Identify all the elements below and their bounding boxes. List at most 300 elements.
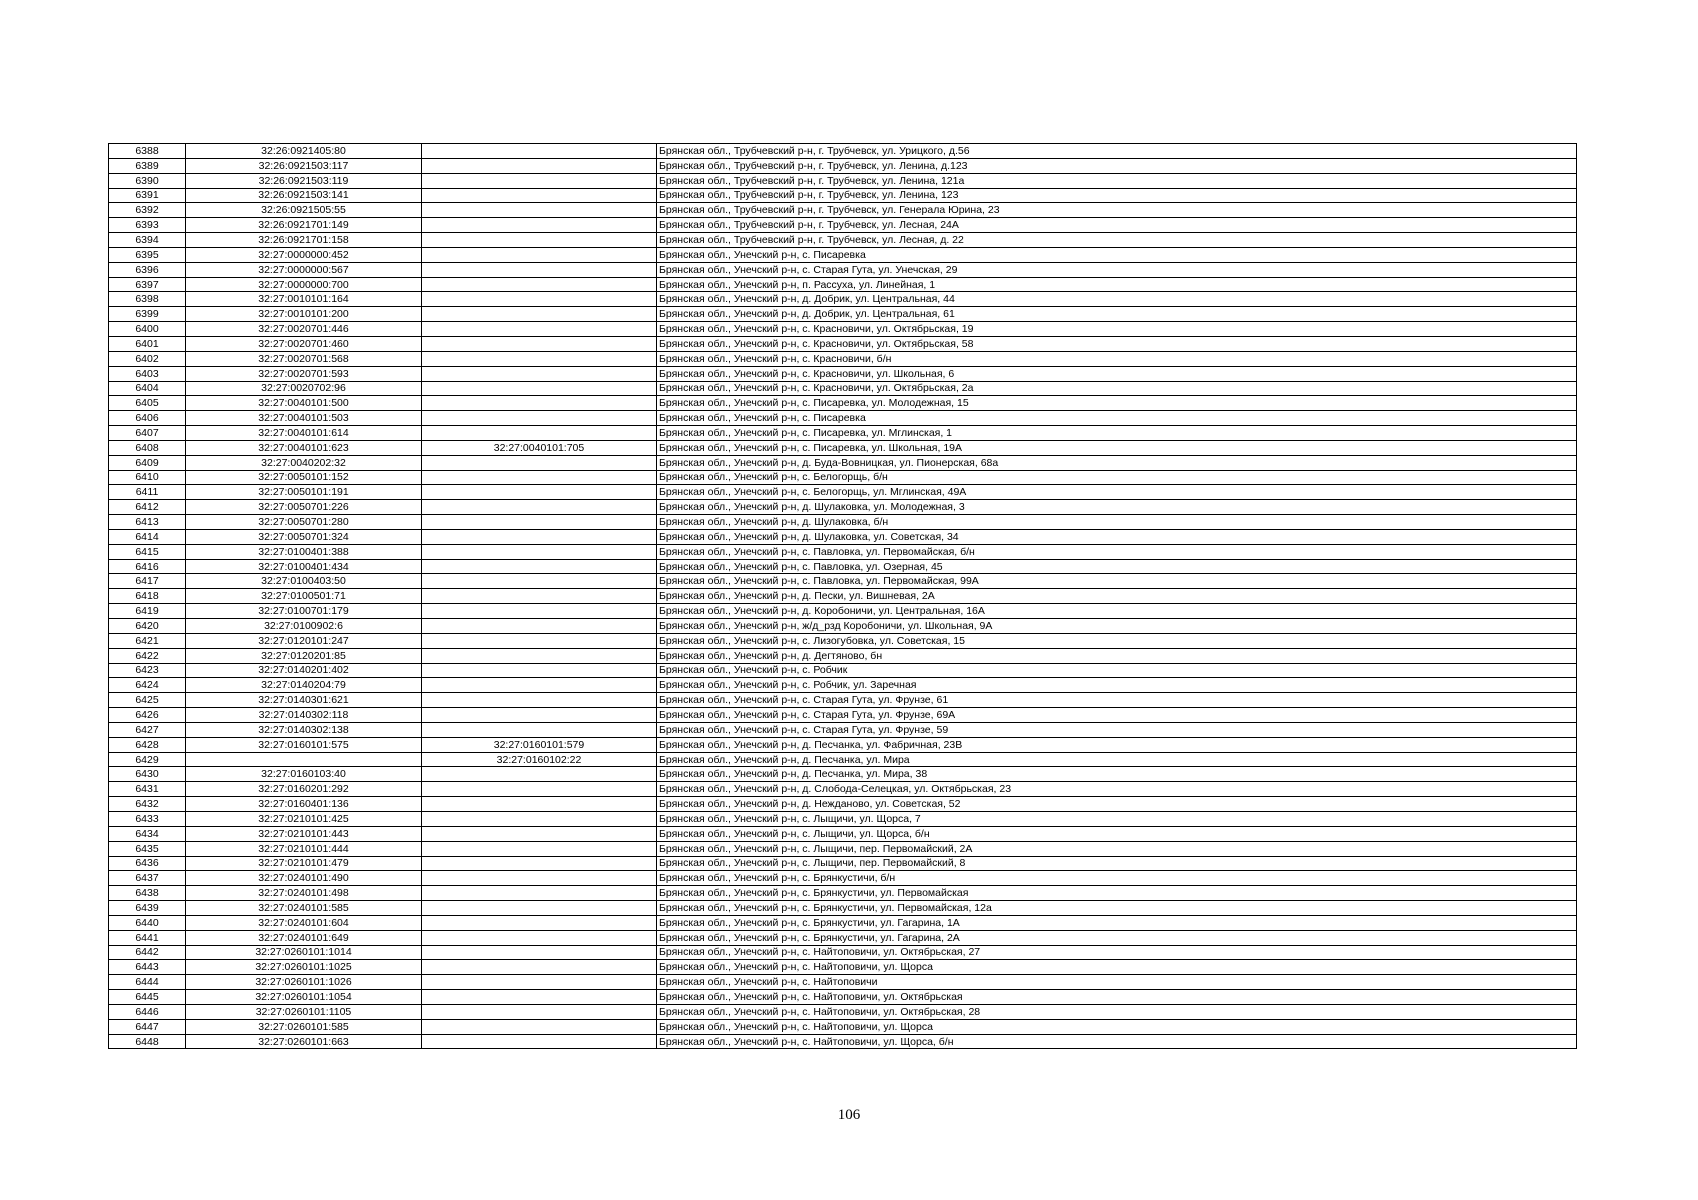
row-number-cell: 6400 <box>109 322 186 337</box>
table-row <box>109 203 1577 218</box>
related-cadastral-number-cell <box>422 396 657 411</box>
row-number-cell: 6420 <box>109 619 186 634</box>
address-cell: Брянская обл., Унечский р-н, д. Слобода-Селецкая, ул. Октябрьская, 23 <box>657 782 1577 797</box>
related-cadastral-number-cell <box>422 708 657 723</box>
address-cell: Брянская обл., Унечский р-н, с. Писаревка <box>657 411 1577 426</box>
row-number-cell: 6414 <box>109 529 186 544</box>
row-number-cell: 6392 <box>109 203 186 218</box>
row-number-cell: 6388 <box>109 144 186 159</box>
table-row <box>109 708 1577 723</box>
cadastral-number-cell: 32:27:0020701:446 <box>186 322 422 337</box>
address-cell: Брянская обл., Унечский р-н, с. Красновичи, ул. Октябрьская, 19 <box>657 322 1577 337</box>
cadastral-number-cell: 32:27:0210101:479 <box>186 856 422 871</box>
table-row <box>109 782 1577 797</box>
table-row <box>109 811 1577 826</box>
address-cell: Брянская обл., Унечский р-н, с. Найтоповичи <box>657 975 1577 990</box>
cadastral-number-cell: 32:27:0260101:1054 <box>186 990 422 1005</box>
related-cadastral-number-cell <box>422 811 657 826</box>
cadastral-number-cell: 32:27:0140204:79 <box>186 678 422 693</box>
table-row <box>109 752 1577 767</box>
cadastral-number-cell: 32:27:0260101:1025 <box>186 960 422 975</box>
table-row <box>109 381 1577 396</box>
address-cell: Брянская обл., Унечский р-н, с. Лыщичи, пер. Первомайский, 8 <box>657 856 1577 871</box>
related-cadastral-number-cell <box>422 144 657 159</box>
row-number-cell: 6399 <box>109 307 186 322</box>
address-cell: Брянская обл., Унечский р-н, с. Писаревка, ул. Школьная, 19А <box>657 440 1577 455</box>
row-number-cell: 6409 <box>109 455 186 470</box>
cadastral-number-cell: 32:27:0010101:164 <box>186 292 422 307</box>
related-cadastral-number-cell: 32:27:0040101:705 <box>422 440 657 455</box>
address-cell: Брянская обл., Унечский р-н, п. Рассуха, ул. Линейная, 1 <box>657 277 1577 292</box>
table-row <box>109 500 1577 515</box>
table-row <box>109 722 1577 737</box>
cadastral-number-cell: 32:27:0260101:585 <box>186 1019 422 1034</box>
table-row <box>109 574 1577 589</box>
related-cadastral-number-cell <box>422 930 657 945</box>
cadastral-number-cell: 32:27:0020701:460 <box>186 336 422 351</box>
table-row <box>109 455 1577 470</box>
address-cell: Брянская обл., Унечский р-н, с. Брянкустичи, ул. Гагарина, 1А <box>657 915 1577 930</box>
cadastral-number-cell: 32:27:0010101:200 <box>186 307 422 322</box>
related-cadastral-number-cell <box>422 262 657 277</box>
address-cell: Брянская обл., Унечский р-н, с. Старая Гута, ул. Фрунзе, 61 <box>657 693 1577 708</box>
cadastral-number-cell: 32:27:0260101:1026 <box>186 975 422 990</box>
row-number-cell: 6408 <box>109 440 186 455</box>
row-number-cell: 6439 <box>109 901 186 916</box>
cadastral-number-cell: 32:26:0921503:119 <box>186 173 422 188</box>
related-cadastral-number-cell <box>422 826 657 841</box>
table-row <box>109 693 1577 708</box>
table-row <box>109 144 1577 159</box>
related-cadastral-number-cell <box>422 173 657 188</box>
address-cell: Брянская обл., Унечский р-н, с. Лыщичи, пер. Первомайский, 2А <box>657 841 1577 856</box>
address-cell: Брянская обл., Унечский р-н, с. Павловка, ул. Озерная, 45 <box>657 559 1577 574</box>
row-number-cell: 6422 <box>109 648 186 663</box>
related-cadastral-number-cell <box>422 247 657 262</box>
cadastral-number-cell: 32:27:0210101:425 <box>186 811 422 826</box>
address-cell: Брянская обл., Унечский р-н, с. Старая Гута, ул. Фрунзе, 59 <box>657 722 1577 737</box>
related-cadastral-number-cell <box>422 233 657 248</box>
row-number-cell: 6411 <box>109 485 186 500</box>
related-cadastral-number-cell <box>422 500 657 515</box>
row-number-cell: 6419 <box>109 604 186 619</box>
row-number-cell: 6444 <box>109 975 186 990</box>
address-cell: Брянская обл., Трубчевский р-н, г. Трубчевск, ул. Урицкого, д.56 <box>657 144 1577 159</box>
table-row <box>109 440 1577 455</box>
related-cadastral-number-cell <box>422 767 657 782</box>
row-number-cell: 6393 <box>109 218 186 233</box>
cadastral-number-cell: 32:27:0020701:568 <box>186 351 422 366</box>
address-cell: Брянская обл., Унечский р-н, д. Шулаковка, ул. Советская, 34 <box>657 529 1577 544</box>
cadastral-number-cell: 32:26:0921701:158 <box>186 233 422 248</box>
row-number-cell: 6434 <box>109 826 186 841</box>
related-cadastral-number-cell <box>422 188 657 203</box>
related-cadastral-number-cell <box>422 648 657 663</box>
cadastral-number-cell: 32:27:0040202:32 <box>186 455 422 470</box>
table-row <box>109 604 1577 619</box>
address-cell: Брянская обл., Унечский р-н, ж/д_рзд Коробоничи, ул. Школьная, 9А <box>657 619 1577 634</box>
row-number-cell: 6395 <box>109 247 186 262</box>
row-number-cell: 6401 <box>109 336 186 351</box>
cadastral-number-cell: 32:26:0921503:141 <box>186 188 422 203</box>
address-cell: Брянская обл., Унечский р-н, д. Добрик, ул. Центральная, 61 <box>657 307 1577 322</box>
row-number-cell: 6433 <box>109 811 186 826</box>
address-cell: Брянская обл., Трубчевский р-н, г. Трубчевск, ул. Лесная, 24А <box>657 218 1577 233</box>
row-number-cell: 6417 <box>109 574 186 589</box>
row-number-cell: 6430 <box>109 767 186 782</box>
row-number-cell: 6402 <box>109 351 186 366</box>
table-row <box>109 990 1577 1005</box>
row-number-cell: 6438 <box>109 886 186 901</box>
related-cadastral-number-cell <box>422 960 657 975</box>
related-cadastral-number-cell <box>422 915 657 930</box>
cadastral-number-cell: 32:27:0240101:604 <box>186 915 422 930</box>
related-cadastral-number-cell <box>422 619 657 634</box>
address-cell: Брянская обл., Унечский р-н, с. Найтоповичи, ул. Щорса <box>657 960 1577 975</box>
row-number-cell: 6435 <box>109 841 186 856</box>
related-cadastral-number-cell <box>422 797 657 812</box>
cadastral-number-cell: 32:27:0210101:443 <box>186 826 422 841</box>
cadastral-number-cell: 32:27:0160201:292 <box>186 782 422 797</box>
cadastral-number-cell: 32:27:0050701:280 <box>186 515 422 530</box>
cadastral-number-cell: 32:27:0240101:498 <box>186 886 422 901</box>
row-number-cell: 6418 <box>109 589 186 604</box>
related-cadastral-number-cell <box>422 901 657 916</box>
row-number-cell: 6396 <box>109 262 186 277</box>
table-row <box>109 470 1577 485</box>
table-row <box>109 366 1577 381</box>
table-row <box>109 322 1577 337</box>
address-cell: Брянская обл., Унечский р-н, д. Пески, ул. Вишневая, 2А <box>657 589 1577 604</box>
related-cadastral-number-cell <box>422 1004 657 1019</box>
row-number-cell: 6406 <box>109 411 186 426</box>
address-cell: Брянская обл., Унечский р-н, д. Шулаковка, б/н <box>657 515 1577 530</box>
table-row <box>109 648 1577 663</box>
row-number-cell: 6446 <box>109 1004 186 1019</box>
related-cadastral-number-cell <box>422 203 657 218</box>
related-cadastral-number-cell <box>422 351 657 366</box>
row-number-cell: 6413 <box>109 515 186 530</box>
related-cadastral-number-cell <box>422 218 657 233</box>
related-cadastral-number-cell <box>422 544 657 559</box>
table-row <box>109 945 1577 960</box>
table-row <box>109 158 1577 173</box>
table-row <box>109 589 1577 604</box>
address-cell: Брянская обл., Унечский р-н, с. Старая Гута, ул. Фрунзе, 69А <box>657 708 1577 723</box>
cadastral-number-cell: 32:26:0921505:55 <box>186 203 422 218</box>
cadastral-number-cell: 32:27:0160401:136 <box>186 797 422 812</box>
address-cell: Брянская обл., Трубчевский р-н, г. Трубчевск, ул. Ленина, д.123 <box>657 158 1577 173</box>
address-cell: Брянская обл., Трубчевский р-н, г. Трубчевск, ул. Лесная, д. 22 <box>657 233 1577 248</box>
table-row <box>109 826 1577 841</box>
cadastral-number-cell: 32:27:0050101:191 <box>186 485 422 500</box>
row-number-cell: 6448 <box>109 1034 186 1049</box>
address-cell: Брянская обл., Унечский р-н, д. Песчанка, ул. Мира <box>657 752 1577 767</box>
cadastral-number-cell <box>186 752 422 767</box>
row-number-cell: 6431 <box>109 782 186 797</box>
row-number-cell: 6415 <box>109 544 186 559</box>
row-number-cell: 6416 <box>109 559 186 574</box>
related-cadastral-number-cell <box>422 589 657 604</box>
cadastral-number-cell: 32:27:0160103:40 <box>186 767 422 782</box>
table-row <box>109 218 1577 233</box>
row-number-cell: 6441 <box>109 930 186 945</box>
cadastral-number-cell: 32:26:0921503:117 <box>186 158 422 173</box>
cadastral-number-cell: 32:26:0921405:80 <box>186 144 422 159</box>
address-cell: Брянская обл., Унечский р-н, с. Павловка, ул. Первомайская, б/н <box>657 544 1577 559</box>
address-cell: Брянская обл., Унечский р-н, с. Найтоповичи, ул. Щорса <box>657 1019 1577 1034</box>
cadastral-number-cell: 32:27:0120201:85 <box>186 648 422 663</box>
address-cell: Брянская обл., Унечский р-н, с. Красновичи, ул. Школьная, 6 <box>657 366 1577 381</box>
table-row <box>109 856 1577 871</box>
address-cell: Брянская обл., Унечский р-н, с. Белогорщь, ул. Мглинская, 49А <box>657 485 1577 500</box>
address-cell: Брянская обл., Унечский р-н, д. Дегтяново, бн <box>657 648 1577 663</box>
cadastral-number-cell: 32:27:0240101:490 <box>186 871 422 886</box>
table-row <box>109 619 1577 634</box>
cadastral-number-cell: 32:27:0260101:1014 <box>186 945 422 960</box>
row-number-cell: 6423 <box>109 663 186 678</box>
table-body <box>109 144 1577 1049</box>
row-number-cell: 6443 <box>109 960 186 975</box>
related-cadastral-number-cell <box>422 411 657 426</box>
cadastral-number-cell: 32:27:0260101:1105 <box>186 1004 422 1019</box>
table-row <box>109 515 1577 530</box>
row-number-cell: 6407 <box>109 426 186 441</box>
related-cadastral-number-cell <box>422 782 657 797</box>
related-cadastral-number-cell <box>422 886 657 901</box>
cadastral-table <box>108 143 1577 1049</box>
related-cadastral-number-cell <box>422 990 657 1005</box>
row-number-cell: 6432 <box>109 797 186 812</box>
row-number-cell: 6390 <box>109 173 186 188</box>
table-row <box>109 173 1577 188</box>
cadastral-number-cell: 32:27:0100701:179 <box>186 604 422 619</box>
table-row <box>109 663 1577 678</box>
address-cell: Брянская обл., Унечский р-н, с. Павловка, ул. Первомайская, 99А <box>657 574 1577 589</box>
related-cadastral-number-cell <box>422 663 657 678</box>
cadastral-number-cell: 32:27:0050101:152 <box>186 470 422 485</box>
table-row <box>109 426 1577 441</box>
table-row <box>109 1019 1577 1034</box>
address-cell: Брянская обл., Унечский р-н, с. Белогорщь, б/н <box>657 470 1577 485</box>
table-row <box>109 1004 1577 1019</box>
row-number-cell: 6442 <box>109 945 186 960</box>
row-number-cell: 6447 <box>109 1019 186 1034</box>
row-number-cell: 6424 <box>109 678 186 693</box>
row-number-cell: 6421 <box>109 633 186 648</box>
address-cell: Брянская обл., Унечский р-н, с. Писаревка <box>657 247 1577 262</box>
cadastral-number-cell: 32:27:0100401:388 <box>186 544 422 559</box>
cadastral-number-cell: 32:27:0240101:649 <box>186 930 422 945</box>
address-cell: Брянская обл., Трубчевский р-н, г. Трубчевск, ул. Ленина, 123 <box>657 188 1577 203</box>
cadastral-number-cell: 32:27:0100403:50 <box>186 574 422 589</box>
table-row <box>109 292 1577 307</box>
related-cadastral-number-cell: 32:27:0160102:22 <box>422 752 657 767</box>
cadastral-number-cell: 32:27:0000000:452 <box>186 247 422 262</box>
address-cell: Брянская обл., Унечский р-н, с. Брянкустичи, б/н <box>657 871 1577 886</box>
table-row <box>109 737 1577 752</box>
related-cadastral-number-cell <box>422 529 657 544</box>
table-row <box>109 396 1577 411</box>
address-cell: Брянская обл., Унечский р-н, с. Найтоповичи, ул. Октябрьская, 27 <box>657 945 1577 960</box>
page-number: 106 <box>837 1107 861 1123</box>
row-number-cell: 6405 <box>109 396 186 411</box>
cadastral-number-cell: 32:27:0120101:247 <box>186 633 422 648</box>
related-cadastral-number-cell <box>422 559 657 574</box>
cadastral-number-cell: 32:27:0140201:402 <box>186 663 422 678</box>
related-cadastral-number-cell <box>422 455 657 470</box>
row-number-cell: 6426 <box>109 708 186 723</box>
table-row <box>109 975 1577 990</box>
cadastral-number-cell: 32:27:0040101:503 <box>186 411 422 426</box>
row-number-cell: 6440 <box>109 915 186 930</box>
row-number-cell: 6391 <box>109 188 186 203</box>
table-row <box>109 767 1577 782</box>
cadastral-number-cell: 32:27:0050701:324 <box>186 529 422 544</box>
address-cell: Брянская обл., Унечский р-н, д. Коробоничи, ул. Центральная, 16А <box>657 604 1577 619</box>
row-number-cell: 6403 <box>109 366 186 381</box>
address-cell: Брянская обл., Унечский р-н, с. Старая Гута, ул. Унечская, 29 <box>657 262 1577 277</box>
table-row <box>109 871 1577 886</box>
table-row <box>109 886 1577 901</box>
row-number-cell: 6410 <box>109 470 186 485</box>
address-cell: Брянская обл., Унечский р-н, с. Робчик <box>657 663 1577 678</box>
table-row <box>109 901 1577 916</box>
table-row <box>109 336 1577 351</box>
cadastral-number-cell: 32:27:0140302:118 <box>186 708 422 723</box>
related-cadastral-number-cell <box>422 292 657 307</box>
address-cell: Брянская обл., Унечский р-н, с. Найтоповичи, ул. Октябрьская <box>657 990 1577 1005</box>
cadastral-number-cell: 32:27:0040101:500 <box>186 396 422 411</box>
related-cadastral-number-cell <box>422 485 657 500</box>
related-cadastral-number-cell <box>422 841 657 856</box>
cadastral-number-cell: 32:27:0000000:567 <box>186 262 422 277</box>
table-row <box>109 960 1577 975</box>
related-cadastral-number-cell <box>422 277 657 292</box>
row-number-cell: 6436 <box>109 856 186 871</box>
cadastral-number-cell: 32:27:0000000:700 <box>186 277 422 292</box>
cadastral-number-cell: 32:27:0100902:6 <box>186 619 422 634</box>
related-cadastral-number-cell <box>422 574 657 589</box>
related-cadastral-number-cell <box>422 158 657 173</box>
table-row <box>109 797 1577 812</box>
cadastral-number-cell: 32:27:0210101:444 <box>186 841 422 856</box>
related-cadastral-number-cell <box>422 633 657 648</box>
table-row <box>109 262 1577 277</box>
address-cell: Брянская обл., Унечский р-н, с. Брянкустичи, ул. Гагарина, 2А <box>657 930 1577 945</box>
address-cell: Брянская обл., Унечский р-н, с. Писаревка, ул. Молодежная, 15 <box>657 396 1577 411</box>
table-row <box>109 678 1577 693</box>
related-cadastral-number-cell <box>422 381 657 396</box>
table-row <box>109 307 1577 322</box>
address-cell: Брянская обл., Унечский р-н, д. Шулаковка, ул. Молодежная, 3 <box>657 500 1577 515</box>
row-number-cell: 6429 <box>109 752 186 767</box>
address-cell: Брянская обл., Унечский р-н, с. Красновичи, ул. Октябрьская, 2а <box>657 381 1577 396</box>
address-cell: Брянская обл., Унечский р-н, с. Писаревка, ул. Мглинская, 1 <box>657 426 1577 441</box>
cadastral-number-cell: 32:27:0020701:593 <box>186 366 422 381</box>
address-cell: Брянская обл., Унечский р-н, с. Найтоповичи, ул. Щорса, б/н <box>657 1034 1577 1049</box>
address-cell: Брянская обл., Унечский р-н, д. Добрик, ул. Центральная, 44 <box>657 292 1577 307</box>
cadastral-number-cell: 32:27:0100501:71 <box>186 589 422 604</box>
related-cadastral-number-cell <box>422 604 657 619</box>
row-number-cell: 6394 <box>109 233 186 248</box>
address-cell: Брянская обл., Унечский р-н, д. Песчанка, ул. Фабричная, 23В <box>657 737 1577 752</box>
cadastral-number-cell: 32:27:0240101:585 <box>186 901 422 916</box>
address-cell: Брянская обл., Трубчевский р-н, г. Трубчевск, ул. Генерала Юрина, 23 <box>657 203 1577 218</box>
related-cadastral-number-cell <box>422 426 657 441</box>
address-cell: Брянская обл., Унечский р-н, д. Нежданово, ул. Советская, 52 <box>657 797 1577 812</box>
cadastral-number-cell: 32:27:0050701:226 <box>186 500 422 515</box>
table-row <box>109 247 1577 262</box>
address-cell: Брянская обл., Унечский р-н, с. Красновичи, ул. Октябрьская, 58 <box>657 336 1577 351</box>
related-cadastral-number-cell <box>422 366 657 381</box>
table-row <box>109 485 1577 500</box>
address-cell: Брянская обл., Унечский р-н, д. Песчанка, ул. Мира, 38 <box>657 767 1577 782</box>
related-cadastral-number-cell <box>422 871 657 886</box>
row-number-cell: 6437 <box>109 871 186 886</box>
address-cell: Брянская обл., Унечский р-н, с. Робчик, ул. Заречная <box>657 678 1577 693</box>
address-cell: Брянская обл., Трубчевский р-н, г. Трубчевск, ул. Ленина, 121а <box>657 173 1577 188</box>
cadastral-number-cell: 32:27:0040101:623 <box>186 440 422 455</box>
cadastral-number-cell: 32:27:0100401:434 <box>186 559 422 574</box>
row-number-cell: 6404 <box>109 381 186 396</box>
cadastral-number-cell: 32:27:0140301:621 <box>186 693 422 708</box>
table-row <box>109 188 1577 203</box>
related-cadastral-number-cell <box>422 307 657 322</box>
table-row <box>109 1034 1577 1049</box>
related-cadastral-number-cell <box>422 1019 657 1034</box>
cadastral-number-cell: 32:26:0921701:149 <box>186 218 422 233</box>
row-number-cell: 6397 <box>109 277 186 292</box>
address-cell: Брянская обл., Унечский р-н, с. Брянкустичи, ул. Первомайская, 12а <box>657 901 1577 916</box>
table-row <box>109 559 1577 574</box>
row-number-cell: 6425 <box>109 693 186 708</box>
table-row <box>109 544 1577 559</box>
address-cell: Брянская обл., Унечский р-н, с. Лыщичи, ул. Щорса, 7 <box>657 811 1577 826</box>
row-number-cell: 6389 <box>109 158 186 173</box>
table-row <box>109 351 1577 366</box>
row-number-cell: 6428 <box>109 737 186 752</box>
related-cadastral-number-cell <box>422 678 657 693</box>
related-cadastral-number-cell <box>422 515 657 530</box>
cadastral-number-cell: 32:27:0160101:575 <box>186 737 422 752</box>
address-cell: Брянская обл., Унечский р-н, с. Лизогубовка, ул. Советская, 15 <box>657 633 1577 648</box>
table-row <box>109 930 1577 945</box>
table-row <box>109 233 1577 248</box>
address-cell: Брянская обл., Унечский р-н, с. Красновичи, б/н <box>657 351 1577 366</box>
address-cell: Брянская обл., Унечский р-н, с. Найтоповичи, ул. Октябрьская, 28 <box>657 1004 1577 1019</box>
table-row <box>109 915 1577 930</box>
table-row <box>109 411 1577 426</box>
related-cadastral-number-cell <box>422 722 657 737</box>
table-row <box>109 277 1577 292</box>
row-number-cell: 6445 <box>109 990 186 1005</box>
cadastral-number-cell: 32:27:0140302:138 <box>186 722 422 737</box>
related-cadastral-number-cell <box>422 336 657 351</box>
row-number-cell: 6412 <box>109 500 186 515</box>
address-cell: Брянская обл., Унечский р-н, с. Лыщичи, ул. Щорса, б/н <box>657 826 1577 841</box>
cadastral-number-cell: 32:27:0020702:96 <box>186 381 422 396</box>
cadastral-number-cell: 32:27:0040101:614 <box>186 426 422 441</box>
cadastral-number-cell: 32:27:0260101:663 <box>186 1034 422 1049</box>
related-cadastral-number-cell <box>422 693 657 708</box>
related-cadastral-number-cell <box>422 945 657 960</box>
address-cell: Брянская обл., Унечский р-н, с. Брянкустичи, ул. Первомайская <box>657 886 1577 901</box>
related-cadastral-number-cell <box>422 975 657 990</box>
table-row <box>109 529 1577 544</box>
related-cadastral-number-cell <box>422 322 657 337</box>
related-cadastral-number-cell <box>422 1034 657 1049</box>
